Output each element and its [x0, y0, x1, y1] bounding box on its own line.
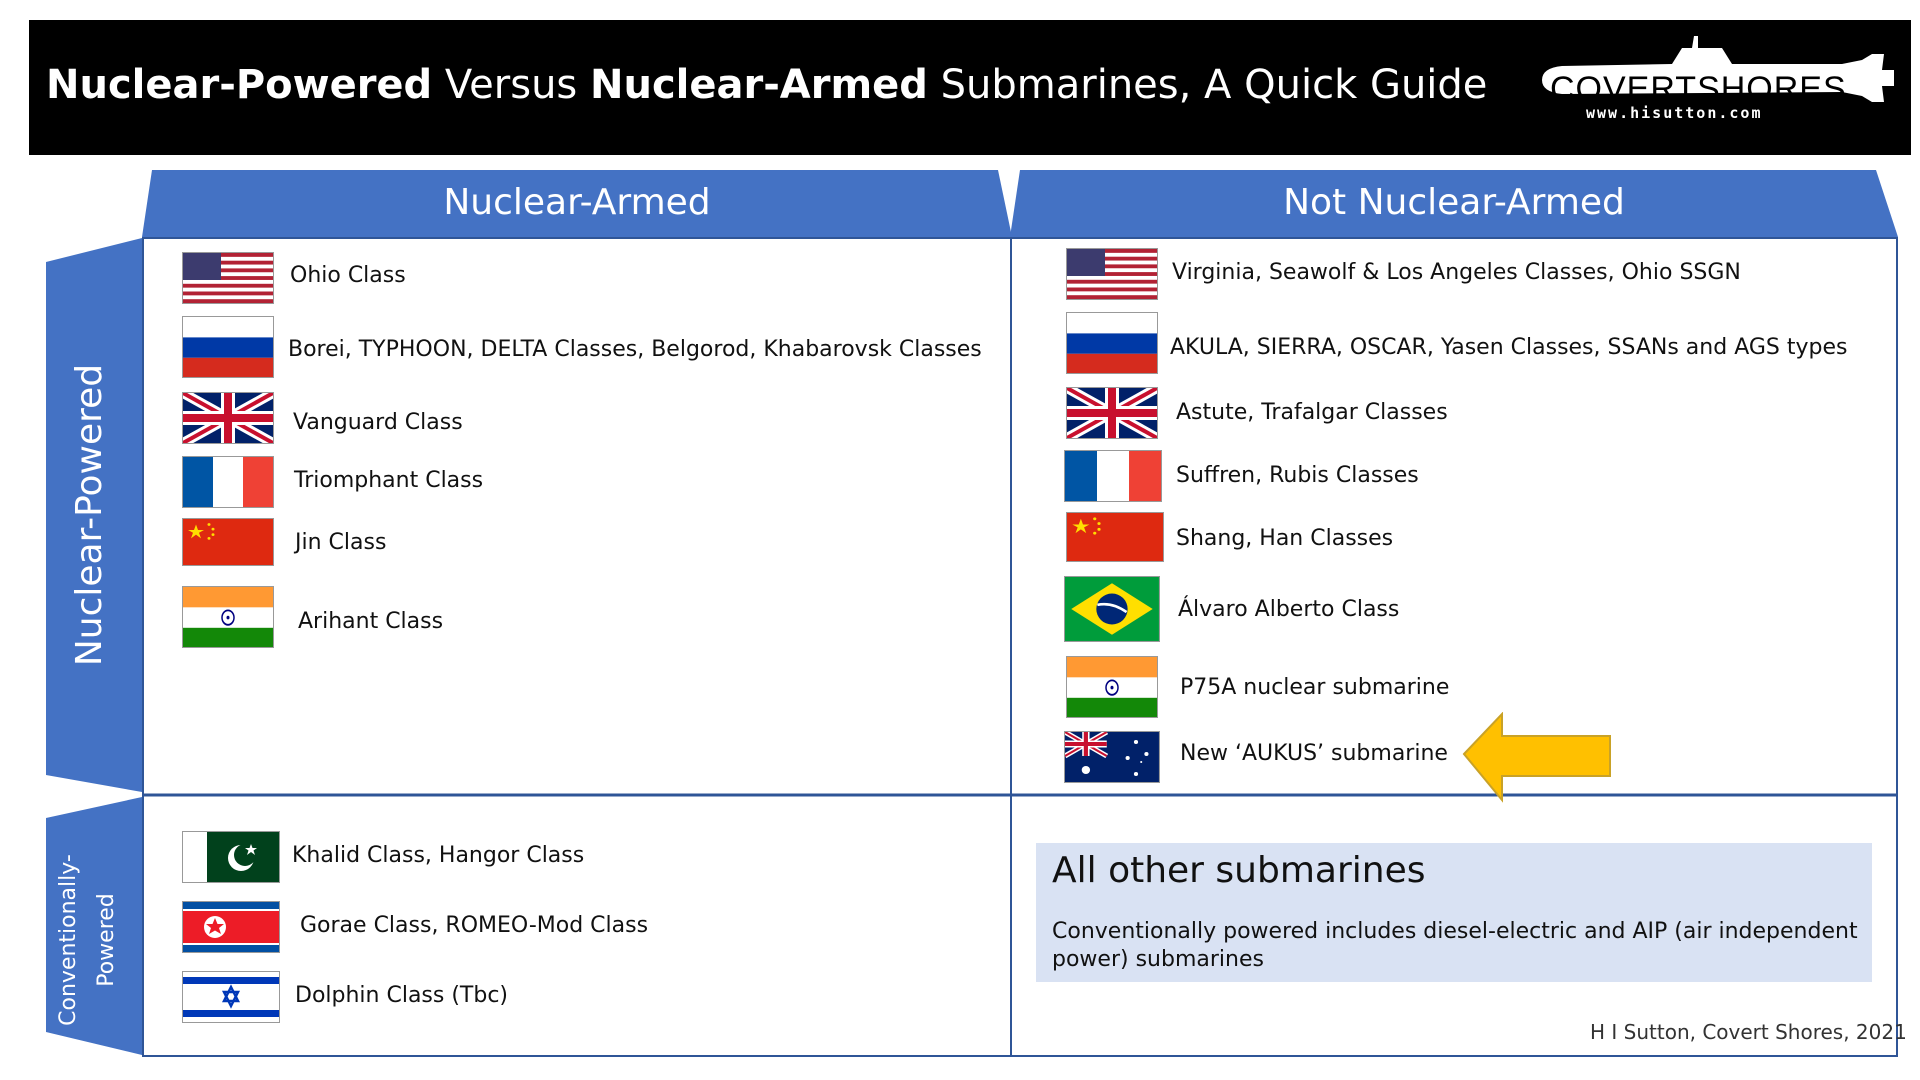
- list-item: Jin Class: [295, 530, 387, 555]
- usa-flag-icon: [182, 252, 274, 304]
- india-flag-icon: [1066, 656, 1158, 718]
- list-item: Borei, TYPHOON, DELTA Classes, Belgorod, Khabarovsk Classes: [288, 337, 982, 362]
- france-flag-icon: [1064, 450, 1162, 502]
- pakistan-flag-icon: [182, 831, 280, 883]
- other-submarines-description: Conventionally powered includes diesel-electric and AIP (air independent power) submarines: [1052, 919, 1858, 972]
- logo-url: www.hisutton.com: [1586, 104, 1763, 122]
- north-korea-flag-icon: [182, 901, 280, 953]
- page-title: Nuclear-Powered Versus Nuclear-Armed Submarines, A Quick Guide: [46, 62, 1488, 108]
- credit-text: H I Sutton, Covert Shores, 2021: [1590, 1020, 1907, 1044]
- russia-flag-icon: [182, 316, 274, 378]
- list-item: Dolphin Class (Tbc): [295, 983, 509, 1008]
- left-arrow-icon: [1460, 712, 1616, 804]
- list-item: Shang, Han Classes: [1176, 526, 1394, 551]
- list-item: P75A nuclear submarine: [1180, 675, 1450, 700]
- list-item: Ohio Class: [290, 263, 406, 288]
- list-item: AKULA, SIERRA, OSCAR, Yasen Classes, SSANs and AGS types: [1170, 335, 1848, 360]
- list-item: Arihant Class: [298, 609, 444, 634]
- other-submarines-title: All other submarines: [1052, 850, 1426, 891]
- israel-flag-icon: [182, 971, 280, 1023]
- row-header-conventionally-powered: Conventionally- Powered: [56, 854, 119, 1026]
- list-item: Álvaro Alberto Class: [1178, 597, 1400, 622]
- india-flag-icon: [182, 586, 274, 648]
- list-item: Triomphant Class: [294, 468, 484, 493]
- russia-flag-icon: [1066, 312, 1158, 374]
- usa-flag-icon: [1066, 248, 1158, 300]
- list-item: New ‘AUKUS’ submarine: [1180, 741, 1448, 766]
- china-flag-icon: [1066, 512, 1164, 562]
- list-item: Astute, Trafalgar Classes: [1176, 400, 1448, 425]
- row-header-nuclear-powered: Nuclear-Powered: [69, 363, 110, 667]
- uk-flag-icon: [1066, 387, 1158, 439]
- column-header-not-nuclear-armed: Not Nuclear-Armed: [1283, 182, 1625, 223]
- column-header-nuclear-armed: Nuclear-Armed: [443, 182, 711, 223]
- list-item: Suffren, Rubis Classes: [1176, 463, 1419, 488]
- list-item: Gorae Class, ROMEO-Mod Class: [300, 913, 649, 938]
- china-flag-icon: [182, 518, 274, 566]
- logo-name: COVERTSHORES: [1550, 70, 1847, 108]
- brazil-flag-icon: [1064, 576, 1160, 642]
- australia-flag-icon: [1064, 731, 1160, 783]
- list-item: Vanguard Class: [293, 410, 463, 435]
- uk-flag-icon: [182, 392, 274, 444]
- france-flag-icon: [182, 456, 274, 508]
- list-item: Khalid Class, Hangor Class: [292, 843, 585, 868]
- list-item: Virginia, Seawolf & Los Angeles Classes, Ohio SSGN: [1172, 260, 1741, 285]
